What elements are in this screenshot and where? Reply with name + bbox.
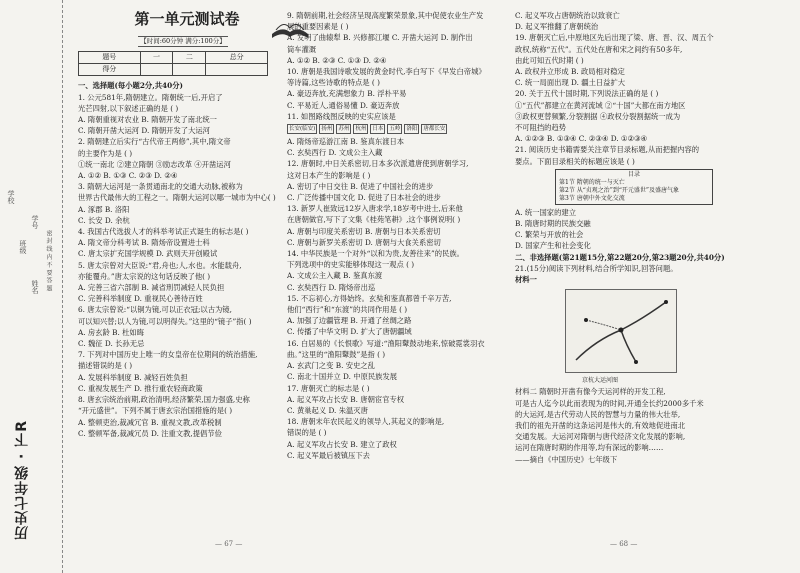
question-line: C. 统一局面出现 D. 疆土日益扩大 <box>515 78 626 88</box>
question-line: 筒车灌溉 <box>287 44 317 54</box>
question-line: ①统一南北 ②建立隋朝 ③励志改革 ④开凿运河 <box>78 159 231 169</box>
question-line: 光芒四射,以下叙述正确的是 ( ) <box>78 103 179 113</box>
question-line: A. 隋文帝分科考试 B. 隋炀帝设置进士科 <box>78 238 210 248</box>
route-diagram <box>287 124 505 134</box>
question-line: 15. 不忘初心,方得始终。玄奘和鉴真都曾千辛万苦, <box>287 293 452 303</box>
question-line: 亦能覆舟。”唐太宗说的这句话反映了他( ) <box>78 271 211 281</box>
question-line: C. 完善科举制度 D. 重视民心善待百姓 <box>78 294 203 304</box>
question-line: 10. 唐朝是我国诗歌发展的黄金时代,李白写下《早发白帝城》 <box>287 67 486 77</box>
question-line: 政权,统称“五代”。五代处在唐和宋之间约有50多年, <box>515 44 683 54</box>
column-left <box>78 10 276 439</box>
route-stop: 唐都长安 <box>423 126 446 133</box>
question-line: A. 政权并立形成 B. 政局相对稳定 <box>515 67 625 77</box>
spine-label-class: 班级 <box>19 240 27 254</box>
toc-heading: 目录 <box>627 170 640 178</box>
score-row-label: 得分 <box>79 64 141 76</box>
question-line: 8. 唐玄宗统治前期,政治清明,经济繁荣,国力强盛,史称 <box>78 395 250 405</box>
question-line: 13. 新罗人崔致远12岁入唐求学,18岁考中进士,后来他 <box>287 204 463 214</box>
question-list-middle-b <box>287 136 505 461</box>
question-line: 下列选项中的史实能够体现这一观点 ( ) <box>287 260 415 270</box>
spine-label-school: 学校 <box>7 190 15 204</box>
question-list-middle-a <box>287 10 505 122</box>
score-cell[interactable] <box>173 64 206 76</box>
question-line: C. 广泛传播中国文化 D. 促进了日本社会的进步 <box>287 193 441 203</box>
toc-row: 第2节 从“贞观之治”到“开元盛世”及盛唐气象 <box>559 186 679 194</box>
question-line: A. 整顿吏治,裁减冗官 B. 重视文教,改革税制 <box>78 417 222 427</box>
question-list-right-a <box>515 10 745 167</box>
score-cell[interactable] <box>206 64 268 76</box>
score-col-label: 题号 <box>79 52 141 64</box>
question-line: 展的重要因素是 ( ) <box>287 22 349 32</box>
question-line: 由此可知五代时期 ( ) <box>515 55 584 65</box>
material-two <box>515 386 745 464</box>
question-line: 2. 隋朝建立后实行“古代帝王两修”,其中,隋文帝 <box>78 137 231 147</box>
question-line: C. 繁荣与开放的社会 <box>515 230 584 240</box>
question-line: A. 统一国家的建立 <box>515 207 576 217</box>
material-line: 可是古人迄今以此而表现为的时间,开通全长约2000多千米 <box>515 398 704 408</box>
material-line: 材料二 隋朝时开凿有像今天运河样的开发工程, <box>515 387 666 397</box>
question-line: C. 隋朝开凿大运河 D. 隋朝开发了大运河 <box>78 126 210 136</box>
question-line: C. 重视发展生产 D. 推行重农轻商政策 <box>78 383 203 393</box>
question-line: 9. 隋朝前期,社会经济呈现高度繁荣景象,其中促使农业生产发 <box>287 11 484 20</box>
route-stop: 杭州 <box>355 126 367 133</box>
question-line: 描述错误的是 ( ) <box>78 361 133 371</box>
question-line: A. ①② B. ②③ C. ①③ D. ②④ <box>287 55 387 65</box>
route-stop: 洛阳 <box>406 126 418 133</box>
question-line: 12. 唐朝时,中日关系密切,日本多次派遣唐使到唐朝学习, <box>287 159 469 169</box>
question-line: 21. 阅读历史书籍需要关注章节目录标题,从而把握内容的 <box>515 145 700 155</box>
question-line: 7. 下列对中国历史上唯一的女皇帝在位期间的统治措施, <box>78 350 258 360</box>
toc-row: 第3节 唐朝中外文化交流 <box>559 194 625 202</box>
canal-map-graphic <box>566 290 676 372</box>
route-stop: 苏州 <box>338 126 350 133</box>
question-line: A. 隋朝重视对农业 B. 隋朝开发了南北统一 <box>78 115 217 125</box>
question-line: 在唐朝做官,写下了文集《桂苑笔耕》,这个事例说明( ) <box>287 215 461 225</box>
material-line: ——摘自《中国历史》七年级下 <box>515 454 618 464</box>
score-col-1: 一 <box>140 52 173 64</box>
question-line: 曲。”这里的“渔阳鼙鼓”是指 ( ) <box>287 349 386 359</box>
score-table <box>78 51 268 76</box>
spine-notice: 密 封 线 内 不 要 答 题 <box>45 230 52 292</box>
question-line: 20. 关于五代十国时期,下列说法正确的是 ( ) <box>515 89 659 99</box>
question-line: C. 黄巢起义 D. 朱温灭唐 <box>287 405 368 415</box>
material-line: 交通发展。大运河对隋朝与唐代经济文化发展的影响, <box>515 432 686 442</box>
question-line: A. 涿郡 B. 洛阳 <box>78 204 130 214</box>
question-line: ③政权更替频繁,分裂割据 ④政权分裂割据统一成为 <box>515 111 681 121</box>
question-line: A. 起义军攻占长安 B. 唐朝宦官专权 <box>287 394 405 404</box>
question-line: D. 国家产生和社会变化 <box>515 241 591 251</box>
table-of-contents-box <box>555 169 713 205</box>
binding-margin <box>0 0 63 573</box>
question-line: 16. 白居易的《长恨歌》写道:“渔阳鼙鼓动地来,惊破霓裳羽衣 <box>287 338 485 348</box>
question-list-left <box>78 80 276 439</box>
question-line: 14. 中华民族是一个对外“以和为贵,友善往来”的民族。 <box>287 249 464 259</box>
canal-map <box>565 289 677 373</box>
page-number-right: — 68 — <box>610 540 638 548</box>
question-line: C. 整顿军备,裁减冗员 D. 注重文教,提倡节俭 <box>78 428 222 438</box>
question-line: 17. 唐朝灭亡的标志是 ( ) <box>287 383 370 393</box>
question-line: 错误的是 ( ) <box>287 428 327 438</box>
route-stop: 扬州 <box>321 126 333 133</box>
question-line: A. 发展科举制度 B. 减轻百姓负担 <box>78 372 188 382</box>
question-line: C. 长安 D. 余杭 <box>78 215 130 225</box>
question-line: C. 玄奘西行 D. 隋炀帝出巡 <box>287 282 376 292</box>
question-line: C. 南北十国并立 D. 中原民族发展 <box>287 372 398 382</box>
question-line: 1. 公元581年,隋朝建立。隋朝统一后,开启了 <box>78 92 223 102</box>
question-line: 一、选择题(每小题2分,共40分) <box>78 81 183 91</box>
question-line: 二、非选择题(第21题15分,第22题20分,第23题20分,共40分) <box>515 252 725 262</box>
material-line: 的大运河,是古代劳动人民的智慧与力量的伟大壮举, <box>515 409 681 419</box>
column-right <box>515 10 745 465</box>
question-line: C. 唐朝与新罗关系密切 D. 唐朝与大食关系密切 <box>287 237 441 247</box>
material-line: 运河在隋唐时期的作用等,均有深远的影响…… <box>515 443 664 453</box>
question-line: 19. 唐朝灭亡后,中原地区先后出现了梁、唐、晋、汉、周五个 <box>515 33 714 43</box>
route-stop: 长安(临安) <box>289 126 316 133</box>
question-line: 可以知兴替;以人为镜,可以明得失。”这里的“镜子”指( ) <box>78 316 252 326</box>
question-line: 材料一 <box>515 275 537 285</box>
page-title: 第一单元测试卷 <box>134 10 240 28</box>
question-line: C. 玄奘西行 D. 文成公主入藏 <box>287 148 383 158</box>
question-line: 18. 唐朝末年农民起义的领导人,其起义的影响是, <box>287 417 445 427</box>
question-line: 11. 如图路线图反映的史实应该是 <box>287 111 396 121</box>
question-line: 6. 唐太宗曾说:“以铜为镜,可以正衣冠;以古为镜, <box>78 305 232 315</box>
question-line: C. 传播了中华文明 D. 扩大了唐朝疆域 <box>287 327 412 337</box>
question-line: 世界古代最伟大的工程之一。隋朝大运河以哪一城市为中心( ) <box>78 193 276 203</box>
question-list-right-b <box>515 207 745 285</box>
page-number-left: — 67 — <box>215 540 243 548</box>
question-line: D. 起义军推翻了唐朝统治 <box>515 22 599 32</box>
question-line: A. 豪迈奔放,充满想象力 B. 浮朴平易 <box>287 89 407 99</box>
question-line: C. 平易近人,通俗易懂 D. 豪迈奔放 <box>287 100 400 110</box>
route-stop: 五岭 <box>389 126 401 133</box>
question-line: A. ①② B. ①③ C. ②③ D. ②④ <box>78 171 178 181</box>
spine-label-name: 姓名 <box>31 280 39 294</box>
column-middle <box>287 10 505 461</box>
question-line: A. 密切了中日交往 B. 促进了中国社会的进步 <box>287 181 434 191</box>
exam-meta: 【时间:60分钟 满分:100分】 <box>138 36 228 47</box>
score-col-total: 总分 <box>206 52 268 64</box>
spine-label-id: 学号 <box>31 215 39 229</box>
question-line: A. 玄武门之变 B. 安史之乱 <box>287 361 375 371</box>
question-line: A. 文成公主入藏 B. 鉴真东渡 <box>287 271 383 281</box>
question-line: A. 起义军攻占长安 B. 建立了政权 <box>287 439 397 449</box>
material-line: 我们的祖先开凿的这条运河是伟大的,有效地促进南北 <box>515 421 686 431</box>
question-line: B. 隋唐时期的民族交融 <box>515 219 591 229</box>
question-line: 21.(15分)阅读下列材料,结合所学知识,回答问题。 <box>515 263 678 273</box>
route-stop: 日本 <box>372 126 384 133</box>
question-line: 这对日本产生的影响是 ( ) <box>287 170 371 180</box>
question-line: C. 魏征 D. 长孙无忌 <box>78 339 145 349</box>
question-line: C. 起义军最后被镇压下去 <box>287 450 370 460</box>
map-caption: 京杭大运河图 <box>581 377 618 385</box>
question-line: C. 唐太宗扩充国学规模 D. 武则天开创殿试 <box>78 249 218 259</box>
question-line: A. 唐朝与印度关系密切 B. 唐朝与日本关系密切 <box>287 226 441 236</box>
question-line: 要点。下面目录相关的标题应该是 ( ) <box>515 156 635 166</box>
question-line: A. ①②③ B. ①③④ C. ②③④ D. ①②③④ <box>515 134 648 144</box>
question-line: A. 完善三省六部制 B. 减省刑罚减轻人民负担 <box>78 283 225 293</box>
score-col-2: 二 <box>173 52 206 64</box>
question-line: A. 隋炀帝巡游江南 B. 鉴真东渡日本 <box>287 137 405 147</box>
question-line: A. 加强了边疆管理 B. 开通了丝绸之路 <box>287 316 412 326</box>
question-line: 不可阻挡的趋势 <box>515 123 567 133</box>
question-line: 的主要作为是 ( ) <box>78 148 133 158</box>
question-line: ①“五代”都建立在黄河流域 ②“十国”大都在南方地区 <box>515 100 686 110</box>
question-line: A. 发明了曲辕犁 B. 兴修都江堰 C. 开凿大运河 D. 制作出 <box>287 33 473 43</box>
question-line: “开元盛世”。下列不属于唐玄宗治国措施的是( ) <box>78 406 233 416</box>
toc-row: 第1节 隋朝的统一与灭亡 <box>559 178 625 186</box>
question-line: 4. 我国古代选拔人才的科举考试正式诞生的标志是( ) <box>78 227 249 237</box>
question-line: 他们“西行”和“东渡”的共同作用是 ( ) <box>287 305 408 315</box>
question-line: C. 起义军攻占唐朝统治以致衰亡 <box>515 11 620 20</box>
question-line: 等诗篇,这些诗歌的特点是 ( ) <box>287 78 380 88</box>
question-line: 3. 隋朝大运河是一条贯通南北的交通大动脉,被称为 <box>78 182 243 192</box>
course-title: 历史七年级 · 下R <box>14 420 30 540</box>
score-cell[interactable] <box>140 64 173 76</box>
question-line: A. 房玄龄 B. 杜如晦 <box>78 327 145 337</box>
question-line: 5. 唐太宗曾对大臣说:“君,舟也;人,水也。水能载舟, <box>78 260 242 270</box>
